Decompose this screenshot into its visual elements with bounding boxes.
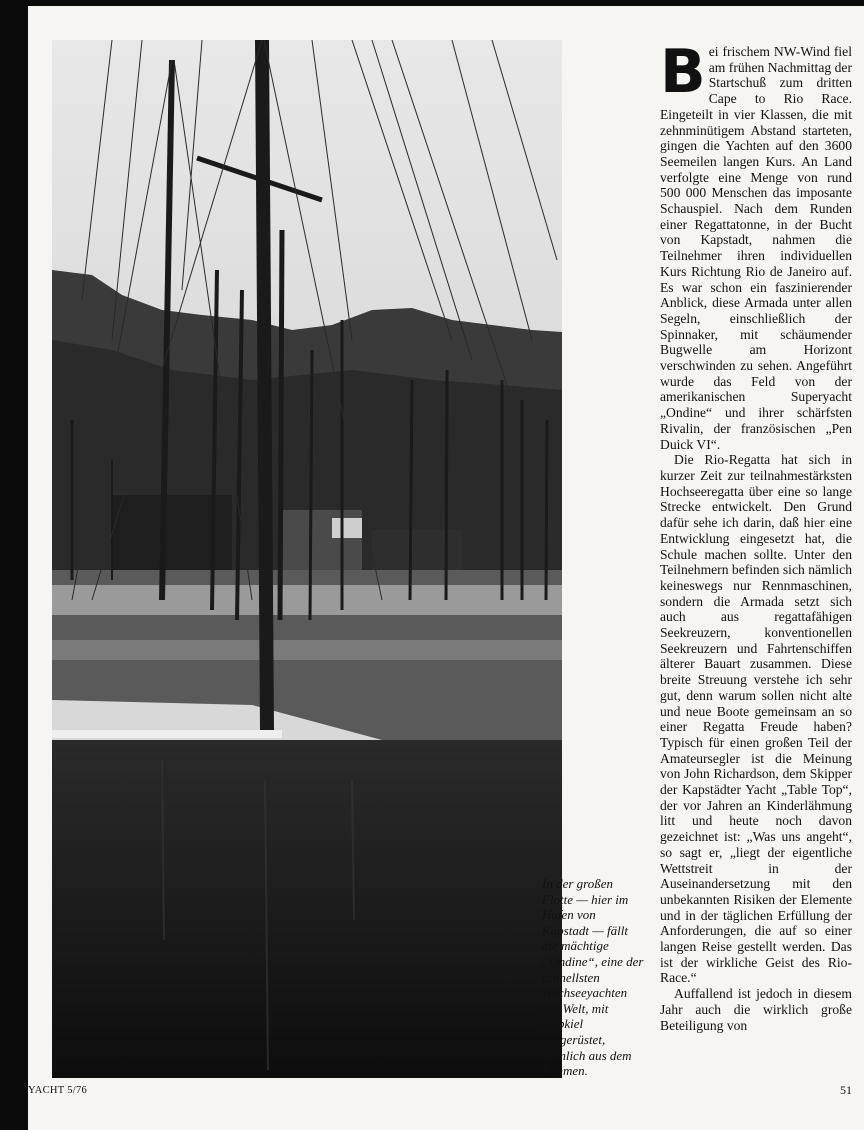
article-paragraph-1-text: ei frischem NW-Wind fiel am frühen Nachmittag der Startschuß zum dritten Cape to Rio Race. Eingeteilt in vier Klassen, die mit zehnminütigem Abstand starteten, gingen die Yachten auf den 3600 Seemeilen langen Kurs. An Land verfolgte eine Menge von rund 500 000 Menschen das imposante Schauspiel. Nach dem Runden einer Regattatonne, in der Bucht von Kapstadt, nahmen die Teilnehmer ihren individuellen Kurs Richtung Rio de Janeiro auf. Es war schon ein faszinierender Anblick, diese Armada unter allen Segeln, einschließlich der Spinnaker, mit schäumender Bugwelle am Horizont verschwinden zu sehen. Angeführt wurde das Feld von der amerikanischen Superyacht „Ondine“ und ihrer schärfsten Rivalin, der französischen „Pen Duick VI“.	[660, 44, 852, 452]
publication-footer: YACHT 5/76	[28, 1085, 88, 1096]
harbor-photo	[52, 40, 562, 1078]
article-paragraph-3: Auffallend ist jedoch in diesem Jahr auch die wirklich große Beteiligung von	[660, 986, 852, 1033]
article-paragraph-2: Die Rio-Regatta hat sich in kurzer Zeit zur teilnahmestärksten Hochseeregatta über eine so lange Strecke entwickelt. Den Grund dafür sehe ich darin, daß hier eine Entwicklung eingesetzt hat, die Schule machen sollte. Unter den Teilnehmern befinden sich nämlich keineswegs nur Rennmaschinen, sondern die Armada setzt sich auch aus regattafähigen Seekreuzern, konventionellen Seekreuzern und Fahrtenschiffen älterer Bauart zusammen. Diese breite Streuung verstehe ich sehr gut, denn warum sollen nicht alte und neue Boote gemeinsam an so einer Regatta Freude haben? Typisch für einen großen Teil der Amateursegler ist die Meinung von John Richardson, dem Skipper der Kapstädter Yacht „Table Top“, der vor Jahren an Kinderlähmung litt und heute noch davon gezeichnet ist: „Was uns angeht“, so sagt er, „liegt der eigentliche Wettstreit in der Auseinandersetzung mit den unbekannten Risiken der Elemente und in der täglichen Erfüllung der Anforderungen, die auf so einer langen Reise gestellt werden. Das ist der wirkliche Geist des Rio-Race.“	[660, 452, 852, 986]
photo-caption: In der großen Flotte — hier im Hafen von Kapstadt — fällt die mächtige „Ondine“, eine der schnellsten Hochseeyachten der Welt, mit Hubkiel ausgerüstet, ziemlich aus dem Rahmen.	[542, 876, 644, 1079]
harbor-photo-illustration	[52, 40, 562, 1078]
page-number: 51	[840, 1083, 852, 1097]
article-column	[660, 37, 852, 1033]
magazine-page	[28, 6, 864, 1130]
article-paragraph-1	[660, 37, 852, 452]
drop-cap: B	[660, 37, 706, 107]
